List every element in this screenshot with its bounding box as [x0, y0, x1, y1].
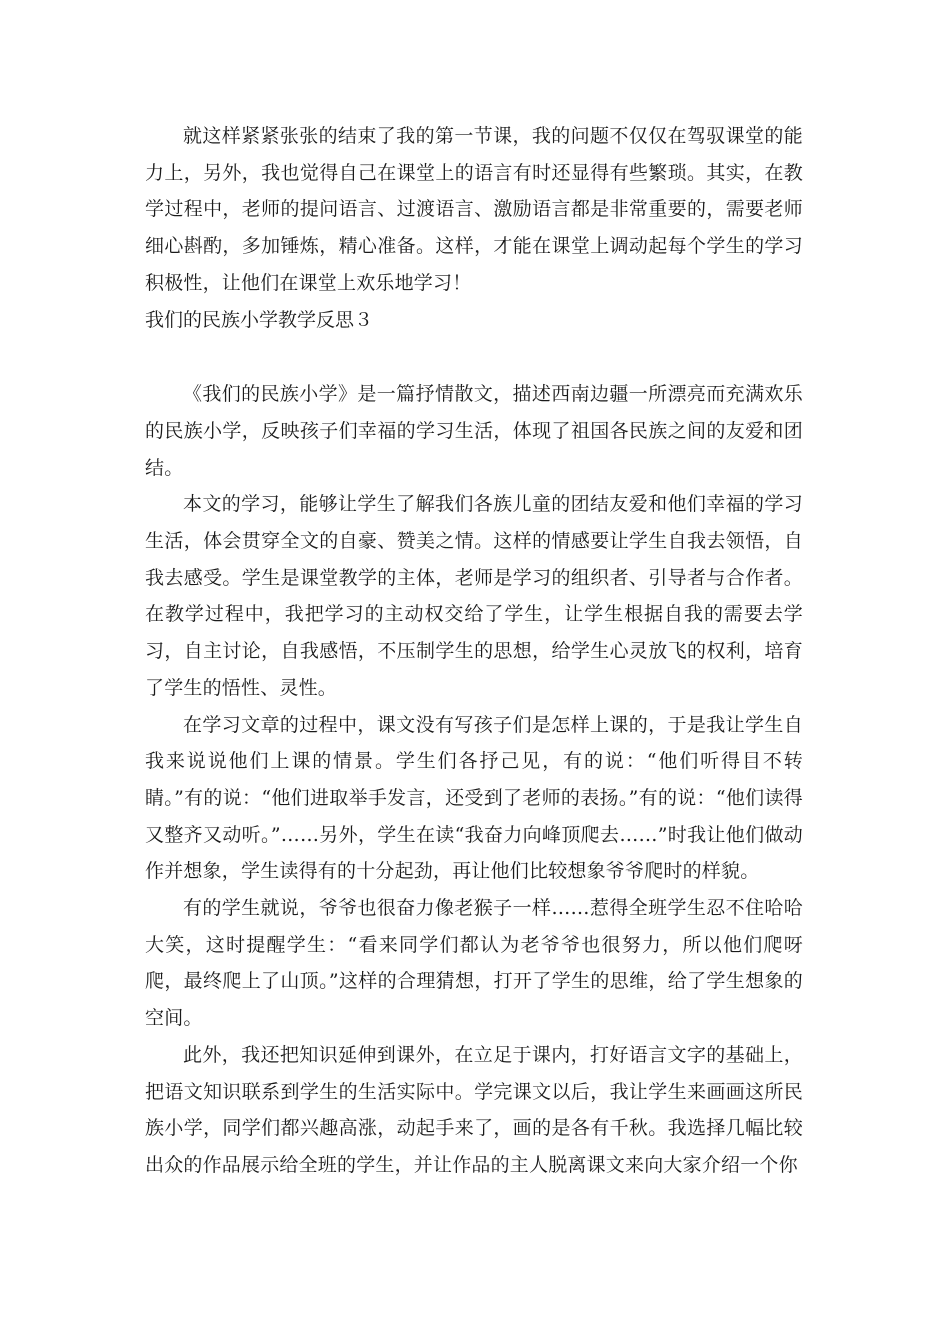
paragraph-learning: 本文的学习，能够让学生了解我们各族儿童的团结友爱和他们幸福的学习生活，体会贯穿全文的自豪、赞美之情。这样的情感要让学生自我去领悟，自我去感受。学生是课堂教学的主体，老师是学习的组织者、引导者与合作者。在教学过程中，我把学习的主动权交给了学生，让学生根据自我的需要去学习，自主讨论，自我感悟，不压制学生的思想，给学生心灵放飞的权利，培育了学生的悟性、灵性。 — [145, 493, 803, 699]
section-title: 我们的民族小学教学反思３ — [145, 308, 374, 331]
section-spacer — [145, 338, 803, 376]
paragraph-process: 在学习文章的过程中，课文没有写孩子们是怎样上课的，于是我让学生自我来说说他们上课的情景。学生们各抒己见，有的说：“他们听得目不转睛。”有的说：“他们进取举手发言，还受到了老师的表扬。”有的说：“他们读得又整齐又动听。”……另外，学生在读“我奋力向峰顶爬去……”时我让他们做动作并想象，学生读得有的十分起劲，再让他们比较想象爷爷爬时的样貌。 — [145, 713, 803, 883]
paragraph-intro: 《我们的民族小学》是一篇抒情散文，描述西南边疆一所漂亮而充满欢乐的民族小学，反映孩子们幸福的学习生活，体现了祖国各民族之间的友爱和团结。 — [145, 383, 803, 479]
document-page — [145, 118, 803, 1184]
paragraph-extension: 此外，我还把知识延伸到课外，在立足于课内，打好语言文字的基础上，把语文知识联系到学生的生活实际中。学完课文以后，我让学生来画画这所民族小学，同学们都兴趣高涨，动起手来了，画的是各有千秋。我选择几幅比较出众的作品展示给全班的学生，并让作品的主人脱离课文来向大家介绍一个你 — [145, 1043, 803, 1176]
paragraph-imagination: 有的学生就说，爷爷也很奋力像老猴子一样……惹得全班学生忍不住哈哈大笑，这时提醒学生：“看来同学们都认为老爷爷也很努力，所以他们爬呀爬，最终爬上了山顶。”这样的合理猜想，打开了学生的思维，给了学生想象的空间。 — [145, 897, 803, 1030]
paragraph-conclusion: 就这样紧紧张张的结束了我的第一节课，我的问题不仅仅在驾驭课堂的能力上，另外，我也觉得自己在课堂上的语言有时还显得有些繁琐。其实，在教学过程中，老师的提问语言、过渡语言、激励语言都是非常重要的，需要老师细心斟酌，多加锤炼，精心准备。这样，才能在课堂上调动起每个学生的学习积极性，让他们在课堂上欢乐地学习！ — [145, 125, 803, 294]
